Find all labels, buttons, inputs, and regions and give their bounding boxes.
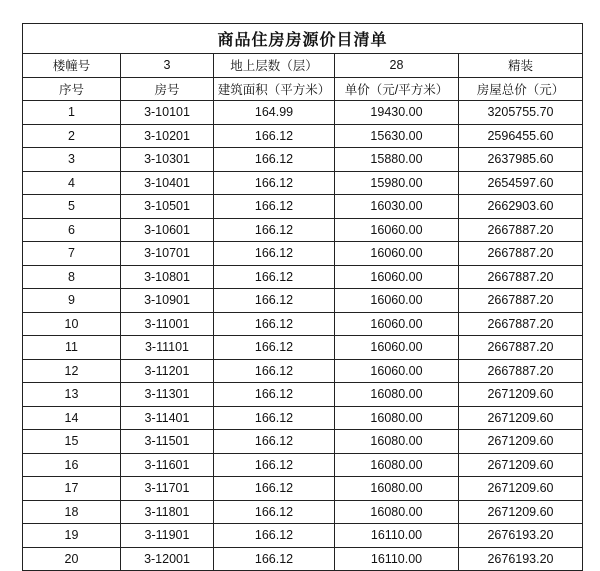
cell-index: 1 bbox=[23, 101, 121, 125]
cell-index: 11 bbox=[23, 336, 121, 360]
cell-total-price: 2667887.20 bbox=[459, 336, 583, 360]
building-label: 楼幢号 bbox=[23, 54, 121, 78]
table-row bbox=[23, 524, 583, 548]
table-row bbox=[23, 547, 583, 571]
cell-total-price: 2596455.60 bbox=[459, 124, 583, 148]
cell-room: 3-11101 bbox=[121, 336, 214, 360]
cell-unit-price: 16060.00 bbox=[335, 242, 459, 266]
table-row bbox=[23, 406, 583, 430]
cell-unit-price: 15880.00 bbox=[335, 148, 459, 172]
cell-index: 20 bbox=[23, 547, 121, 571]
cell-index: 18 bbox=[23, 500, 121, 524]
cell-room: 3-10101 bbox=[121, 101, 214, 125]
header-room: 房号 bbox=[121, 77, 214, 101]
cell-area: 166.12 bbox=[214, 477, 335, 501]
cell-index: 16 bbox=[23, 453, 121, 477]
cell-room: 3-10801 bbox=[121, 265, 214, 289]
cell-room: 3-10201 bbox=[121, 124, 214, 148]
cell-total-price: 2671209.60 bbox=[459, 383, 583, 407]
cell-total-price: 2667887.20 bbox=[459, 242, 583, 266]
cell-area: 166.12 bbox=[214, 218, 335, 242]
cell-area: 166.12 bbox=[214, 148, 335, 172]
cell-area: 166.12 bbox=[214, 547, 335, 571]
table-row bbox=[23, 148, 583, 172]
cell-index: 7 bbox=[23, 242, 121, 266]
table-row bbox=[23, 289, 583, 313]
cell-room: 3-10401 bbox=[121, 171, 214, 195]
cell-area: 164.99 bbox=[214, 101, 335, 125]
cell-index: 10 bbox=[23, 312, 121, 336]
cell-room: 3-11301 bbox=[121, 383, 214, 407]
cell-unit-price: 16060.00 bbox=[335, 265, 459, 289]
cell-area: 166.12 bbox=[214, 171, 335, 195]
table-row bbox=[23, 101, 583, 125]
title-row bbox=[23, 24, 583, 54]
cell-total-price: 2637985.60 bbox=[459, 148, 583, 172]
cell-unit-price: 19430.00 bbox=[335, 101, 459, 125]
cell-room: 3-12001 bbox=[121, 547, 214, 571]
table-title: 商品住房房源价目清单 bbox=[23, 24, 583, 54]
table-row bbox=[23, 218, 583, 242]
cell-room: 3-11801 bbox=[121, 500, 214, 524]
cell-index: 6 bbox=[23, 218, 121, 242]
header-total-price: 房屋总价（元） bbox=[459, 77, 583, 101]
cell-unit-price: 16080.00 bbox=[335, 406, 459, 430]
cell-area: 166.12 bbox=[214, 289, 335, 313]
cell-unit-price: 16030.00 bbox=[335, 195, 459, 219]
price-list-table bbox=[22, 23, 583, 571]
building-info-row bbox=[23, 54, 583, 78]
table-row bbox=[23, 171, 583, 195]
cell-index: 15 bbox=[23, 430, 121, 454]
cell-total-price: 2671209.60 bbox=[459, 430, 583, 454]
table-row bbox=[23, 265, 583, 289]
cell-index: 12 bbox=[23, 359, 121, 383]
header-area: 建筑面积（平方米） bbox=[214, 77, 335, 101]
cell-unit-price: 16060.00 bbox=[335, 359, 459, 383]
cell-index: 5 bbox=[23, 195, 121, 219]
cell-room: 3-10601 bbox=[121, 218, 214, 242]
cell-total-price: 2667887.20 bbox=[459, 289, 583, 313]
table-row bbox=[23, 430, 583, 454]
cell-area: 166.12 bbox=[214, 242, 335, 266]
header-unit-price: 单价（元/平方米） bbox=[335, 77, 459, 101]
cell-index: 4 bbox=[23, 171, 121, 195]
cell-area: 166.12 bbox=[214, 336, 335, 360]
cell-total-price: 2667887.20 bbox=[459, 312, 583, 336]
cell-total-price: 2671209.60 bbox=[459, 477, 583, 501]
cell-index: 8 bbox=[23, 265, 121, 289]
cell-area: 166.12 bbox=[214, 312, 335, 336]
table-row bbox=[23, 383, 583, 407]
cell-unit-price: 16110.00 bbox=[335, 547, 459, 571]
cell-room: 3-10901 bbox=[121, 289, 214, 313]
cell-total-price: 2667887.20 bbox=[459, 218, 583, 242]
cell-total-price: 3205755.70 bbox=[459, 101, 583, 125]
cell-total-price: 2671209.60 bbox=[459, 406, 583, 430]
cell-area: 166.12 bbox=[214, 195, 335, 219]
cell-index: 17 bbox=[23, 477, 121, 501]
cell-area: 166.12 bbox=[214, 430, 335, 454]
cell-room: 3-10301 bbox=[121, 148, 214, 172]
header-row bbox=[23, 77, 583, 101]
table-row bbox=[23, 124, 583, 148]
cell-unit-price: 16060.00 bbox=[335, 336, 459, 360]
cell-unit-price: 15630.00 bbox=[335, 124, 459, 148]
cell-unit-price: 16060.00 bbox=[335, 289, 459, 313]
cell-index: 9 bbox=[23, 289, 121, 313]
cell-area: 166.12 bbox=[214, 383, 335, 407]
cell-unit-price: 16080.00 bbox=[335, 383, 459, 407]
cell-room: 3-11601 bbox=[121, 453, 214, 477]
cell-total-price: 2676193.20 bbox=[459, 547, 583, 571]
table-row bbox=[23, 336, 583, 360]
cell-room: 3-11401 bbox=[121, 406, 214, 430]
cell-index: 13 bbox=[23, 383, 121, 407]
table-row bbox=[23, 477, 583, 501]
cell-area: 166.12 bbox=[214, 453, 335, 477]
cell-unit-price: 16080.00 bbox=[335, 500, 459, 524]
cell-total-price: 2671209.60 bbox=[459, 500, 583, 524]
cell-room: 3-10501 bbox=[121, 195, 214, 219]
cell-unit-price: 16080.00 bbox=[335, 477, 459, 501]
cell-area: 166.12 bbox=[214, 124, 335, 148]
table-row bbox=[23, 359, 583, 383]
decoration-type: 精装 bbox=[459, 54, 583, 78]
cell-index: 19 bbox=[23, 524, 121, 548]
cell-unit-price: 16110.00 bbox=[335, 524, 459, 548]
floors-value: 28 bbox=[335, 54, 459, 78]
price-list-sheet bbox=[22, 23, 582, 571]
cell-unit-price: 16080.00 bbox=[335, 453, 459, 477]
cell-room: 3-11201 bbox=[121, 359, 214, 383]
table-row bbox=[23, 312, 583, 336]
cell-index: 3 bbox=[23, 148, 121, 172]
table-row bbox=[23, 500, 583, 524]
cell-unit-price: 15980.00 bbox=[335, 171, 459, 195]
cell-area: 166.12 bbox=[214, 524, 335, 548]
cell-room: 3-11701 bbox=[121, 477, 214, 501]
table-row bbox=[23, 195, 583, 219]
cell-area: 166.12 bbox=[214, 265, 335, 289]
cell-total-price: 2676193.20 bbox=[459, 524, 583, 548]
cell-unit-price: 16060.00 bbox=[335, 312, 459, 336]
cell-total-price: 2667887.20 bbox=[459, 359, 583, 383]
cell-total-price: 2662903.60 bbox=[459, 195, 583, 219]
cell-total-price: 2667887.20 bbox=[459, 265, 583, 289]
cell-area: 166.12 bbox=[214, 359, 335, 383]
floors-label: 地上层数（层） bbox=[214, 54, 335, 78]
cell-index: 2 bbox=[23, 124, 121, 148]
cell-room: 3-11501 bbox=[121, 430, 214, 454]
cell-unit-price: 16060.00 bbox=[335, 218, 459, 242]
cell-area: 166.12 bbox=[214, 500, 335, 524]
cell-total-price: 2671209.60 bbox=[459, 453, 583, 477]
building-number: 3 bbox=[121, 54, 214, 78]
cell-area: 166.12 bbox=[214, 406, 335, 430]
cell-room: 3-11901 bbox=[121, 524, 214, 548]
cell-unit-price: 16080.00 bbox=[335, 430, 459, 454]
cell-index: 14 bbox=[23, 406, 121, 430]
table-row bbox=[23, 453, 583, 477]
cell-total-price: 2654597.60 bbox=[459, 171, 583, 195]
header-index: 序号 bbox=[23, 77, 121, 101]
cell-room: 3-11001 bbox=[121, 312, 214, 336]
table-row bbox=[23, 242, 583, 266]
cell-room: 3-10701 bbox=[121, 242, 214, 266]
